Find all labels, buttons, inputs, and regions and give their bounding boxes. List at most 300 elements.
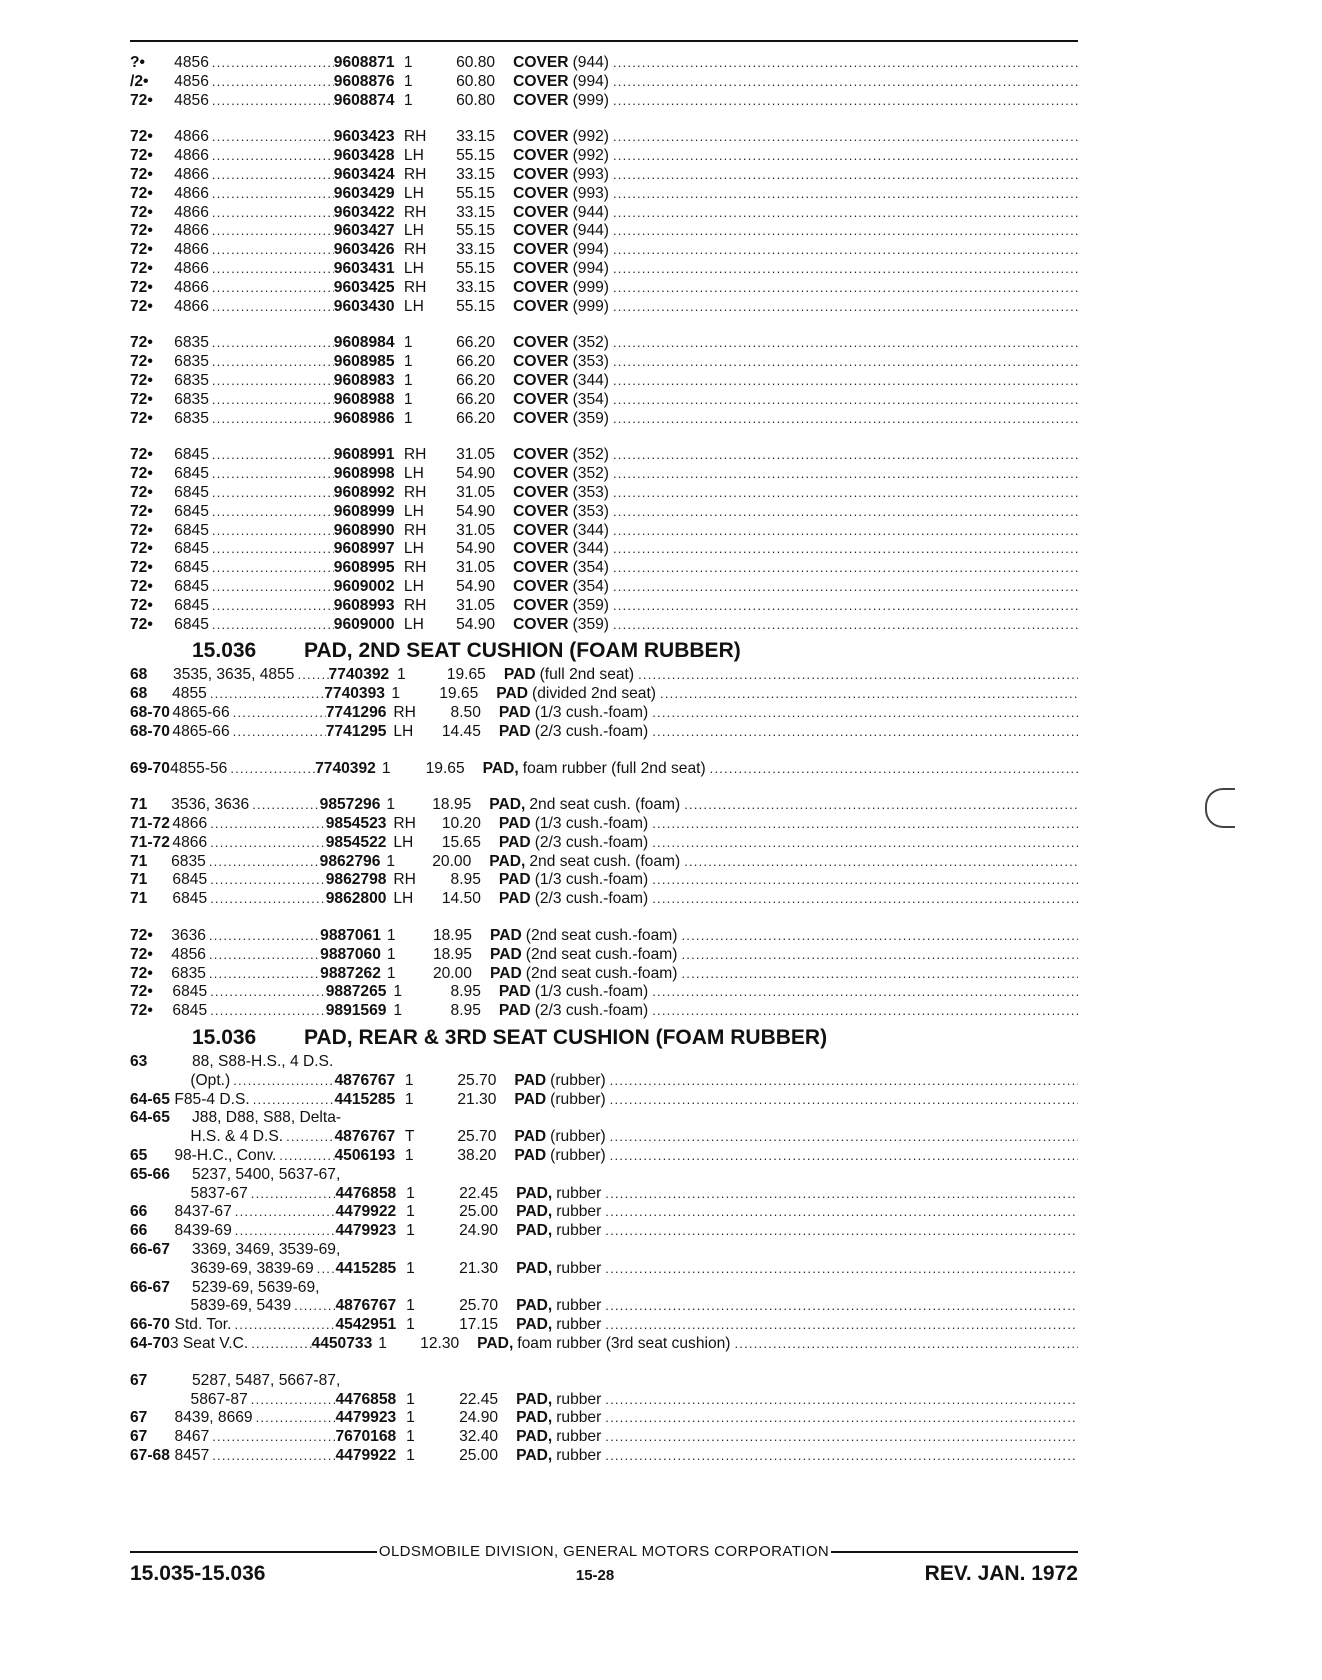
description-name: PAD, — [516, 1409, 553, 1427]
leader-dots — [605, 1316, 1078, 1335]
section-title: PAD, 2ND SEAT CUSHION (FOAM RUBBER) — [304, 639, 741, 663]
description-cell — [489, 853, 1078, 872]
model-cell — [192, 1279, 416, 1298]
description-text: (352) — [572, 334, 609, 352]
table-row — [130, 1297, 1078, 1316]
part-number-cell: 9862798 — [325, 871, 387, 889]
quantity-cell: RH — [403, 203, 427, 221]
leader-dots — [212, 334, 334, 353]
leader-dots — [212, 298, 334, 317]
year-cell: 72• — [130, 983, 153, 1001]
model-text: 4856 — [174, 91, 209, 109]
table-row — [130, 92, 1078, 111]
description-text: rubber — [556, 1184, 602, 1202]
description-cell — [513, 166, 1078, 185]
description-text: (344) — [572, 371, 609, 389]
year-cell: 72• — [130, 964, 153, 982]
top-rule — [130, 40, 1078, 42]
price-cell: 31.05 — [456, 559, 496, 577]
price-cell: 25.70 — [457, 1071, 497, 1089]
description-cell — [516, 1447, 1078, 1466]
quantity-cell: T — [404, 1128, 415, 1146]
model-cell — [174, 1072, 334, 1091]
leader-dots — [613, 128, 1078, 147]
part-number-cell: 9608997 — [333, 540, 395, 558]
model-cell — [192, 1109, 416, 1128]
leader-dots — [613, 298, 1078, 317]
model-text: F85-4 D.S. — [174, 1090, 250, 1108]
model-text: 4856 — [174, 54, 209, 71]
quantity-cell: 1 — [404, 1071, 414, 1089]
quantity-cell: 1 — [406, 1447, 415, 1464]
part-number-cell: 9887262 — [320, 964, 381, 982]
leader-dots — [652, 834, 1078, 853]
part-number-cell: 9608991 — [333, 446, 395, 464]
leader-dots — [613, 260, 1078, 279]
table-row — [130, 1222, 1078, 1241]
price-cell: 18.95 — [432, 945, 472, 963]
quantity-cell: 1 — [404, 1147, 414, 1165]
model-cell — [174, 616, 334, 635]
year-cell: 71 — [130, 890, 148, 908]
parts-list — [130, 54, 1078, 1466]
table-row — [130, 1409, 1078, 1428]
leader-dots — [212, 372, 334, 391]
part-number-cell: 9603422 — [333, 203, 395, 221]
group-spacer — [130, 1354, 1078, 1372]
year-cell: 67-68 — [130, 1447, 170, 1464]
quantity-cell: LH — [403, 502, 424, 520]
quantity-cell: 1 — [406, 1390, 415, 1408]
part-number-cell: 4479923 — [335, 1222, 397, 1240]
leader-dots — [212, 166, 334, 185]
model-cell — [174, 54, 334, 73]
model-text: 6835 — [171, 852, 206, 870]
leader-dots — [212, 1447, 335, 1466]
leader-dots — [209, 946, 320, 965]
model-cell — [172, 983, 325, 1002]
description-text: (999) — [572, 278, 609, 296]
table-row — [130, 279, 1078, 298]
leader-dots — [605, 1391, 1078, 1410]
part-number-cell: 4876767 — [335, 1297, 397, 1315]
description-text: (352) — [572, 465, 609, 483]
quantity-cell: RH — [403, 483, 427, 501]
price-cell: 55.15 — [456, 297, 496, 315]
year-cell: 69-70 — [130, 759, 170, 777]
part-number-cell: 9854523 — [325, 815, 387, 833]
quantity-cell: 1 — [403, 91, 413, 109]
description-text: rubber — [556, 1447, 602, 1464]
leader-dots — [230, 760, 315, 779]
price-cell: 8.95 — [450, 1002, 481, 1020]
description-cell — [513, 484, 1078, 503]
part-number-cell: 9608985 — [333, 353, 395, 371]
quantity-cell: 1 — [393, 1002, 402, 1020]
model-text: 6845 — [174, 502, 209, 520]
description-text: (353) — [572, 483, 609, 501]
leader-dots — [212, 260, 334, 279]
quantity-cell: LH — [403, 259, 424, 277]
price-cell: 18.95 — [432, 796, 472, 814]
model-cell — [172, 704, 325, 723]
leader-dots — [212, 540, 334, 559]
section-number: 15.036 — [192, 1026, 257, 1050]
model-text: 6845 — [172, 983, 208, 1001]
quantity-cell: 1 — [406, 1203, 415, 1221]
description-text: (2nd seat cush.-foam) — [525, 927, 678, 945]
description-name: COVER — [513, 483, 569, 501]
model-text: 5287, 5487, 5667-87, — [192, 1371, 341, 1389]
leader-dots — [212, 391, 334, 410]
footer-corporation-line — [130, 1543, 1078, 1560]
model-text: 4866 — [174, 297, 209, 315]
description-cell — [477, 1335, 1078, 1354]
model-cell — [171, 965, 320, 984]
table-row — [130, 484, 1078, 503]
table-row — [130, 1002, 1078, 1021]
quantity-cell: 1 — [406, 1409, 415, 1427]
description-cell — [514, 1091, 1078, 1110]
year-cell: 72• — [130, 927, 153, 945]
model-text: 4865-66 — [172, 722, 230, 740]
model-cell — [174, 241, 334, 260]
description-name: COVER — [513, 72, 569, 90]
model-cell — [174, 298, 334, 317]
model-cell — [173, 666, 328, 685]
table-row — [130, 578, 1078, 597]
part-number-cell: 9857296 — [319, 796, 381, 814]
description-text: foam rubber (full 2nd seat) — [522, 759, 706, 777]
quantity-cell: RH — [403, 278, 427, 296]
part-number-cell: 9608983 — [333, 371, 395, 389]
year-cell: 72• — [130, 297, 153, 315]
table-row — [130, 946, 1078, 965]
description-name: PAD — [498, 722, 531, 740]
description-name: PAD, — [489, 796, 526, 814]
description-text: 2nd seat cush. (foam) — [529, 796, 681, 814]
table-row — [130, 616, 1078, 635]
price-cell: 24.90 — [459, 1409, 499, 1427]
leader-dots — [652, 983, 1078, 1002]
price-cell: 25.00 — [459, 1203, 499, 1221]
quantity-cell: RH — [403, 241, 427, 259]
price-cell: 21.30 — [459, 1259, 499, 1277]
quantity-cell: 1 — [406, 1222, 415, 1240]
table-row — [130, 796, 1078, 815]
description-name: PAD, — [489, 852, 526, 870]
quantity-cell: 1 — [396, 666, 406, 684]
leader-dots — [210, 1002, 326, 1021]
description-text: (2/3 cush.-foam) — [534, 833, 649, 851]
year-cell: 71-72 — [130, 815, 170, 833]
leader-dots — [613, 204, 1078, 223]
model-cell — [171, 927, 320, 946]
leader-dots — [652, 890, 1078, 909]
part-number-cell: 9609000 — [333, 615, 395, 633]
description-text: (344) — [572, 540, 609, 558]
price-cell: 19.65 — [446, 666, 486, 684]
leader-dots — [605, 1428, 1078, 1447]
model-text: 6845 — [174, 465, 209, 483]
leader-dots — [613, 92, 1078, 111]
table-row — [130, 890, 1078, 909]
description-name: COVER — [513, 502, 569, 520]
year-cell: 72• — [130, 409, 153, 427]
price-cell: 21.30 — [457, 1090, 497, 1108]
model-cell — [175, 1203, 336, 1222]
leader-dots — [212, 185, 334, 204]
year-cell: 68-70 — [130, 722, 170, 740]
leader-dots — [660, 685, 1078, 704]
leader-dots — [610, 1072, 1078, 1091]
leader-dots — [210, 815, 326, 834]
part-number-cell: 9608992 — [333, 483, 395, 501]
table-row — [130, 147, 1078, 166]
price-cell: 8.95 — [450, 983, 481, 1001]
price-cell: 24.90 — [459, 1222, 499, 1240]
model-cell — [175, 1391, 336, 1410]
description-name: COVER — [513, 54, 569, 71]
leader-dots — [605, 1260, 1078, 1279]
part-number-cell: 9603429 — [333, 184, 395, 202]
model-text: 6835 — [174, 371, 209, 389]
year-cell: 72• — [130, 165, 153, 183]
price-cell: 66.20 — [456, 353, 496, 371]
leader-dots — [684, 796, 1078, 815]
model-cell — [174, 1128, 334, 1147]
description-cell — [514, 1128, 1078, 1147]
quantity-cell: 1 — [403, 409, 413, 427]
description-text: (359) — [572, 596, 609, 614]
description-cell — [516, 1222, 1078, 1241]
price-cell: 33.15 — [456, 165, 496, 183]
description-name: COVER — [513, 259, 569, 277]
model-text: 5237, 5400, 5637-67, — [192, 1165, 341, 1183]
description-cell — [516, 1316, 1078, 1335]
part-number-cell: 9608993 — [333, 596, 395, 614]
leader-dots — [735, 1335, 1079, 1354]
description-text: 2nd seat cush. (foam) — [529, 852, 681, 870]
section-title: PAD, REAR & 3RD SEAT CUSHION (FOAM RUBBER) — [304, 1026, 828, 1050]
leader-dots — [684, 853, 1078, 872]
leader-dots — [233, 704, 326, 723]
quantity-cell: 1 — [403, 353, 413, 371]
leader-dots — [294, 1297, 335, 1316]
leader-dots — [652, 1002, 1078, 1021]
price-cell: 54.90 — [456, 465, 496, 483]
leader-dots — [251, 1185, 336, 1204]
year-cell: 66 — [130, 1222, 148, 1240]
leader-dots — [212, 54, 334, 73]
model-cell — [175, 1428, 336, 1447]
model-text: 8439, 8669 — [174, 1409, 253, 1427]
description-name: PAD — [514, 1071, 547, 1089]
description-name: PAD — [498, 890, 531, 908]
leader-dots — [613, 597, 1078, 616]
year-cell: 72• — [130, 203, 153, 221]
quantity-cell: LH — [403, 615, 424, 633]
table-row — [130, 391, 1078, 410]
price-cell: 25.00 — [459, 1447, 499, 1464]
part-number-cell: 9862800 — [325, 890, 387, 908]
year-cell: 72• — [130, 128, 153, 146]
leader-dots — [681, 965, 1078, 984]
part-number-cell: 4479923 — [335, 1409, 397, 1427]
leader-dots — [613, 446, 1078, 465]
description-name: PAD — [489, 927, 522, 945]
model-text: 4866 — [174, 259, 209, 277]
model-text: 6845 — [174, 559, 209, 577]
part-number-cell: 7670168 — [335, 1428, 397, 1446]
price-cell: 19.65 — [439, 685, 479, 703]
leader-dots — [212, 73, 334, 92]
quantity-cell: RH — [403, 128, 427, 146]
model-cell — [172, 723, 325, 742]
model-text: 4866 — [174, 184, 209, 202]
group-spacer — [130, 778, 1078, 796]
model-cell — [171, 853, 320, 872]
quantity-cell: RH — [393, 871, 416, 889]
quantity-cell: LH — [403, 465, 424, 483]
section-heading — [130, 1023, 1078, 1053]
description-text: (344) — [572, 521, 609, 539]
leader-dots — [613, 185, 1078, 204]
part-number-cell: 9608990 — [333, 521, 395, 539]
model-text: 8437-67 — [174, 1203, 232, 1221]
model-cell — [174, 185, 334, 204]
model-text: 6845 — [174, 521, 209, 539]
price-cell: 10.20 — [441, 815, 481, 833]
leader-dots — [212, 279, 334, 298]
leader-dots — [212, 503, 334, 522]
description-text: (359) — [572, 615, 609, 633]
quantity-cell: LH — [393, 833, 414, 851]
section-heading — [130, 636, 1078, 666]
description-cell — [499, 1002, 1078, 1021]
description-text: (rubber) — [550, 1128, 606, 1146]
description-cell — [513, 522, 1078, 541]
model-cell — [174, 334, 334, 353]
price-cell: 38.20 — [457, 1147, 497, 1165]
leader-dots — [212, 410, 334, 429]
year-cell: 68-70 — [130, 703, 170, 721]
model-text: 6835 — [171, 964, 206, 982]
year-cell: 68 — [130, 685, 148, 703]
part-number-cell: 4450733 — [311, 1335, 373, 1353]
part-number-cell: 4876767 — [334, 1071, 396, 1089]
model-cell — [174, 147, 334, 166]
year-cell: 72• — [130, 540, 153, 558]
leader-dots — [210, 834, 326, 853]
price-cell: 14.50 — [441, 890, 481, 908]
model-cell — [192, 1166, 416, 1185]
model-cell — [174, 597, 334, 616]
description-cell — [513, 559, 1078, 578]
leader-dots — [652, 871, 1078, 890]
group-spacer — [130, 316, 1078, 334]
description-cell — [513, 465, 1078, 484]
model-cell — [174, 1091, 334, 1110]
model-text: 4866 — [174, 128, 209, 146]
description-cell — [499, 815, 1078, 834]
part-number-cell: 4476858 — [335, 1390, 397, 1408]
quantity-cell: RH — [403, 521, 427, 539]
year-cell: 72• — [130, 147, 153, 165]
description-cell — [513, 391, 1078, 410]
part-number-cell: 7740392 — [315, 759, 376, 777]
description-name: PAD — [498, 983, 531, 1001]
table-row — [130, 1147, 1078, 1166]
table-row — [130, 965, 1078, 984]
description-name: PAD, — [516, 1428, 553, 1446]
table-row — [130, 128, 1078, 147]
leader-dots — [613, 166, 1078, 185]
quantity-cell: 1 — [386, 927, 396, 945]
year-cell: 66 — [130, 1203, 148, 1221]
description-name: COVER — [513, 334, 569, 352]
description-cell — [513, 128, 1078, 147]
description-name: PAD — [498, 833, 531, 851]
part-number-cell: 9603425 — [333, 278, 395, 296]
description-cell — [513, 204, 1078, 223]
quantity-cell: 1 — [404, 1090, 414, 1108]
leader-dots — [613, 465, 1078, 484]
description-text: (994) — [572, 72, 609, 90]
table-row — [130, 723, 1078, 742]
description-text: (rubber) — [550, 1071, 606, 1089]
model-cell — [174, 73, 334, 92]
table-row — [130, 372, 1078, 391]
description-cell — [513, 54, 1078, 73]
year-cell: 72• — [130, 521, 153, 539]
description-cell — [514, 1072, 1078, 1091]
leader-dots — [613, 391, 1078, 410]
description-name: COVER — [513, 241, 569, 259]
description-name: COVER — [513, 559, 569, 577]
model-text: 4866 — [174, 222, 209, 240]
leader-dots — [613, 410, 1078, 429]
description-cell — [516, 1203, 1078, 1222]
year-cell: 66-67 — [130, 1278, 170, 1296]
quantity-cell: 1 — [406, 1184, 415, 1202]
part-number-cell: 9609002 — [333, 577, 395, 595]
description-cell — [513, 372, 1078, 391]
description-name: PAD, — [516, 1447, 553, 1464]
model-text: 6845 — [172, 890, 208, 908]
model-cell — [172, 685, 324, 704]
price-cell: 66.20 — [456, 334, 496, 352]
description-text: rubber — [556, 1428, 602, 1446]
description-cell — [499, 704, 1078, 723]
leader-dots — [256, 1409, 336, 1428]
table-row — [130, 465, 1078, 484]
table-row — [130, 666, 1078, 685]
leader-dots — [613, 353, 1078, 372]
table-row — [130, 166, 1078, 185]
description-text: (2/3 cush.-foam) — [534, 1002, 649, 1020]
part-number-cell: 9603431 — [333, 259, 395, 277]
year-cell: 68 — [130, 666, 148, 684]
quantity-cell: 1 — [406, 1259, 415, 1277]
price-cell: 31.05 — [456, 596, 496, 614]
leader-dots — [212, 559, 334, 578]
year-cell: 64-65 — [130, 1109, 170, 1127]
description-cell — [513, 616, 1078, 635]
leader-dots — [233, 1072, 334, 1091]
model-text: 6845 — [174, 540, 209, 558]
model-text: 4866 — [172, 815, 208, 833]
